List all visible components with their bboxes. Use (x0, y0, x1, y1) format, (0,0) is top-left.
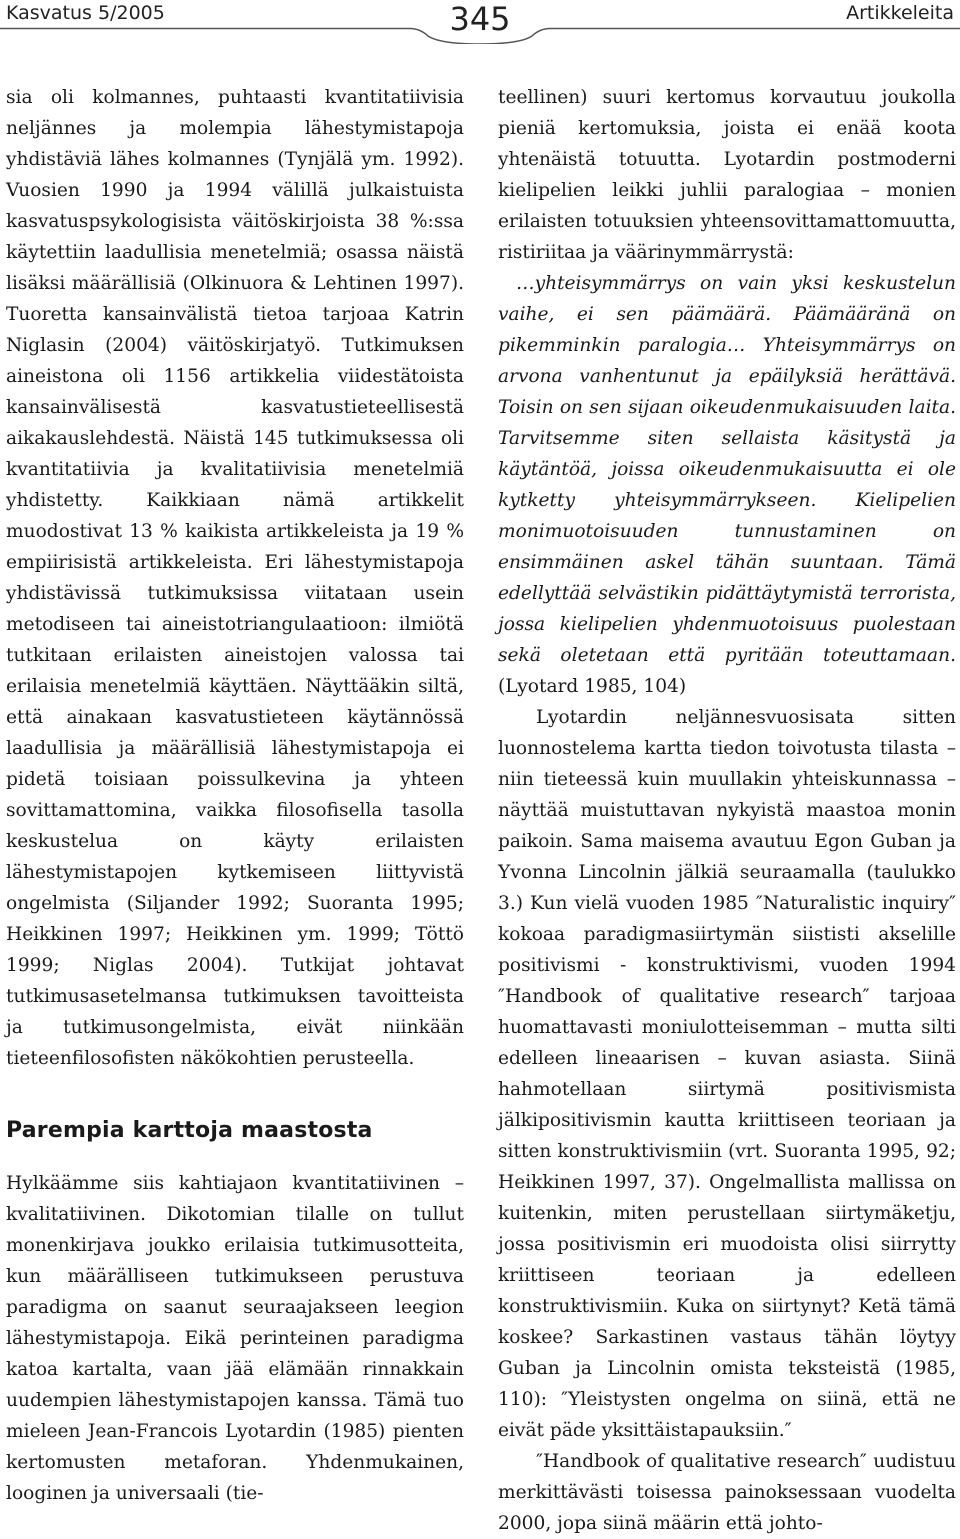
right-paragraph-3: ″Handbook of qualitative research″ uudistuu merkittävästi toisessa painoksessaan vuodelta 2000, jopa siinä määrin että johto- (498, 1451, 956, 1534)
journal-title: Kasvatus 5/2005 (6, 2, 165, 24)
right-paragraph-2: Lyotardin neljännesvuosisata sitten luonnostelema kartta tiedon toivotusta tilasta – niin tieteessä kuin muullakin yhteiskunnassa – näyttää muistuttavan nykyistä maastoa monin paikoin. Sama maisema avautuu Egon Guban ja Yvonna Lincolnin jälkiä seuraamalla (taulukko 3.) Kun vielä vuoden 1985 ″Naturalistic inquiry″ kokoaa paradigmasiirtymän siististi akselille positivismi - konstruktivismi, vuoden 1994 ″Handbook of qualitative research″ tarjoaa huomattavasti moniulotteisemman – mutta silti edelleen lineaarisen – kuvan asiasta. Siinä hahmotellaan siirtymä positivismista jälkipositivismin kautta kriittiseen teoriaan ja sitten konstruktivismiin (vrt. Suoranta 1995, 92; Heikkinen 1997, 37). Ongelmallista mallissa on kuitenkin, miten perustellaan siirtymäketju, jossa positivismin eri muodoista olisi siirrytty kriittiseen teoriaan ja edelleen konstruktivismiin. Kuka on siirtynyt? Ketä tämä koskee? Sarkastinen vastaus tähän löytyy Guban ja Lincolnin omista teksteistä (1985, 110): ″Yleistysten ongelma on siinä, että ne eivät päde yksittäistapauksiin.″ (498, 707, 956, 1441)
quote-text: …yhteisymmärrys on vain yksi keskustelun vaihe, ei sen päämäärä. Päämääränä on pikemminkin paralogia… Yhteisymmärrys on arvona vanhentunut ja epäilyksiä herättävä. Toisin on sen sijaan oikeudenmukaisuuden laita. Tarvitsemme siten sellaista käsitystä ja käytäntöä, joissa oikeudenmukaisuutta ei ole kytketty yhteisymmärrykseen. Kielipelien monimuotoisuuden tunnustaminen on ensimmäinen askel tähän suuntaan. Tämä edellyttää selvästikin pidättäytymistä terrorista, jossa kielipelien yhdenmuotoisuus puolestaan sekä oletetaan että pyritään toteuttamaan. (498, 273, 956, 666)
section-title: Artikkeleita (846, 2, 954, 24)
left-paragraph-2: Hylkäämme siis kahtiajaon kvantitatiivinen –kvalitatiivinen. Dikotomian tilalle on tullut monenkirjava joukko erilaisia tutkimusotteita, kun määrälliseen tutkimukseen perustuva paradigma on saanut seuraajakseen leegion lähestymistapoja. Eikä perinteinen paradigma katoa kartalta, vaan jää elämään rinnakkain uudempien lähestymistapojen kanssa. Tämä tuo mieleen Jean-Francois Lyotardin (1985) pienten kertomusten metaforan. Yhdenmukainen, looginen ja universaali (tie- (6, 1173, 464, 1504)
page-number: 345 (449, 0, 511, 38)
right-paragraph-1: teellinen) suuri kertomus korvautuu joukolla pieniä kertomuksia, joista ei enää koota yhtenäistä totuutta. Lyotardin postmoderni kielipelien leikki juhlii paralogiaa – monien erilaisten totuuksien yhteensovittamattomuutta, ristiriitaa ja väärinymmärrystä: (498, 87, 956, 263)
section-heading: Parempia karttoja maastosta (6, 1118, 373, 1143)
quote-citation: (Lyotard 1985, 104) (498, 676, 687, 697)
right-column (498, 82, 956, 1539)
left-column (6, 82, 464, 1509)
page-header (0, 0, 960, 44)
left-paragraph-1: sia oli kolmannes, puhtaasti kvantitatiivisia neljännes ja molempia lähestymistapoja yhdistäviä lähes kolmannes (Tynjälä ym. 1992). Vuosien 1990 ja 1994 välillä julkaistuista kasvatuspsykologisista väitöskirjoista 38 %:ssa käytettiin laadullisia menetelmiä; osassa näistä lisäksi määrällisiä (Olkinuora & Lehtinen 1997). Tuoretta kansainvälistä tietoa tarjoaa Katrin Niglasin (2004) väitöskirjatyö. Tutkimuksen aineistona oli 1156 artikkelia viidestätoista kansainvälisestä kasvatustieteellisestä aikakauslehdestä. Näistä 145 tutkimuksessa oli kvantitatiivia ja kvalitatiivisia menetelmiä yhdistetty. Kaikkiaan nämä artikkelit muodostivat 13 % kaikista artikkeleista ja 19 % empiirisistä artikkeleista. Eri lähestymistapoja yhdistävissä tutkimuksissa viitataan usein metodiseen tai aineistotriangulaatioon: ilmiötä tutkitaan erilaisten aineistojen valossa tai erilaisia menetelmiä käyttäen. Näyttääkin siltä, että ainakaan kasvatustieteen käytännössä laadullisia ja määrällisiä lähestymistapoja ei pidetä toisiaan poissulkevina ja yhteen sovittamattomina, vaikka filosofisella tasolla keskustelua on käyty erilaisten lähestymistapojen kytkemiseen liittyvistä ongelmista (Siljander 1992; Suoranta 1995; Heikkinen 1997; Heikkinen ym. 1999; Töttö 1999; Niglas 2004). Tutkijat johtavat tutkimusasetelmansa tutkimuksen tavoitteista ja tutkimusongelmista, eivät niinkään tieteenfilosofisten näkökohtien perusteella. (6, 87, 464, 1069)
block-quote (498, 268, 956, 702)
